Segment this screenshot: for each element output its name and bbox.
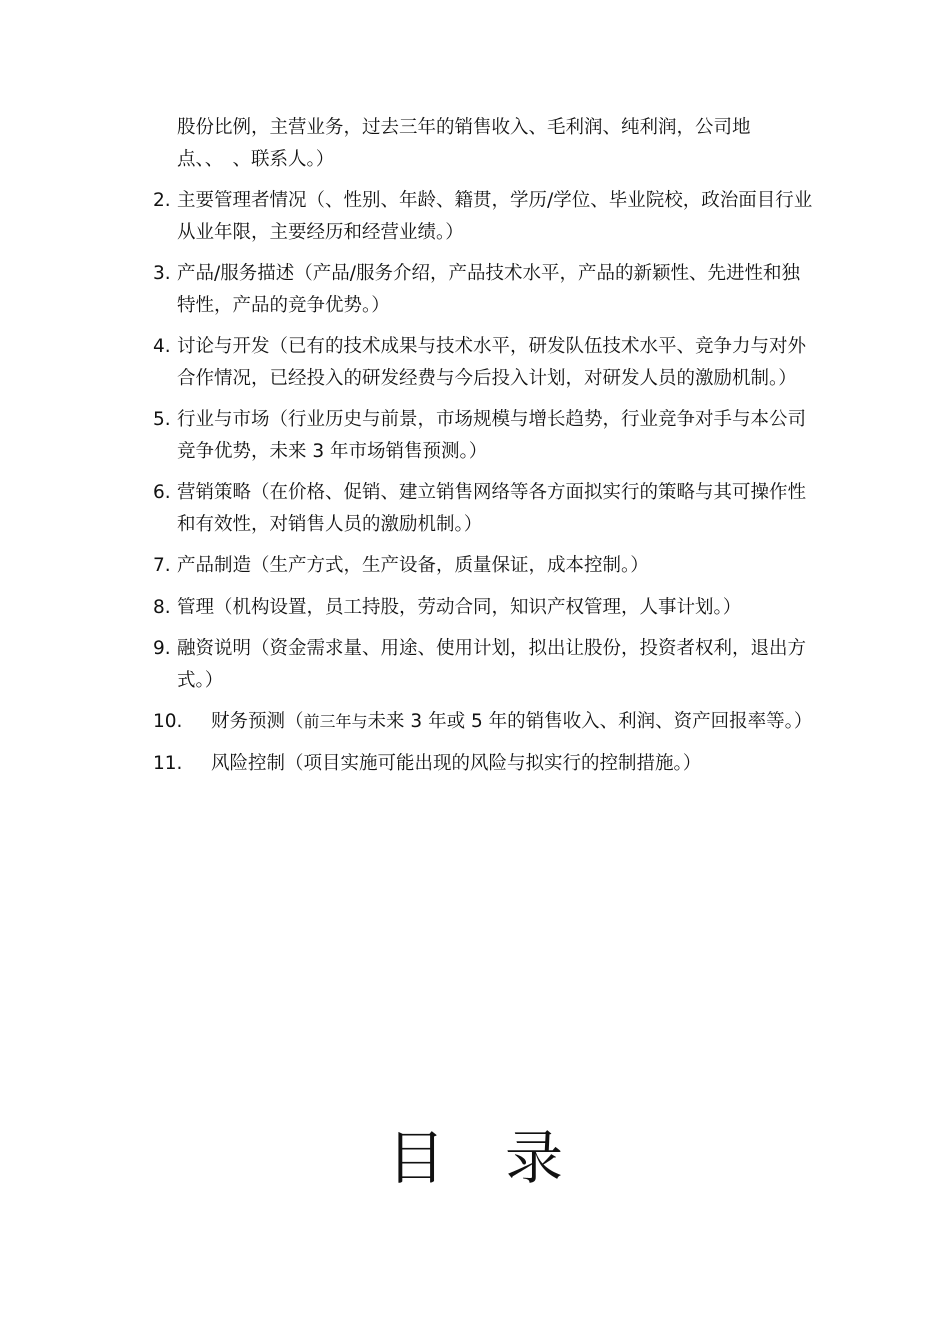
table-of-contents-heading: 目录 <box>386 1124 623 1192</box>
list-item-number: 5. <box>153 409 171 430</box>
list-item-11 <box>153 748 813 780</box>
list-item-text: 主要管理者情况（、性别、年龄、籍贯，学历/学位、毕业院校，政治面目行业从业年限，主要经历和经营业绩。） <box>177 190 813 243</box>
list-item-continuation <box>153 112 813 175</box>
list-item-text: 融资说明（资金需求量、用途、使用计划，拟出让股份，投资者权利，退出方式。） <box>177 638 807 691</box>
list-item-text-lead: 财务预测（ <box>211 711 304 732</box>
list-item-text: 行业与市场（行业历史与前景，市场规模与增长趋势，行业竞争对手与本公司竞争优势，未来 3 年市场销售预测。） <box>177 409 807 462</box>
plan-outline-list <box>153 112 813 789</box>
list-item-number: 4. <box>153 336 171 357</box>
list-item-number: 10. <box>153 711 183 732</box>
list-item-number: 2. <box>153 190 171 211</box>
list-item-text: 股份比例，主营业务，过去三年的销售收入、毛利润、纯利润，公司地点、、 、联系人。） <box>177 117 751 170</box>
list-item-text: 产品/服务描述（产品/服务介绍，产品技术水平，产品的新颖性、先进性和独特性，产品的竞争优势。） <box>177 263 800 316</box>
list-item-6 <box>153 477 813 540</box>
list-item-text <box>177 711 812 732</box>
list-item-text: 管理（机构设置，员工持股，劳动合同，知识产权管理，人事计划。） <box>177 596 742 618</box>
list-item-2 <box>153 185 813 248</box>
list-item-9 <box>153 633 813 696</box>
list-item-8 <box>153 592 813 624</box>
list-item-7 <box>153 550 813 582</box>
list-item-number: 7. <box>153 555 171 576</box>
list-item-number: 11. <box>153 752 183 774</box>
list-item-3 <box>153 258 813 321</box>
list-item-5 <box>153 404 813 467</box>
list-item-text-rest: 未来 3 年或 5 年的销售收入、利润、资产回报率等。） <box>367 711 813 732</box>
list-item-text: 产品制造（生产方式，生产设备，质量保证，成本控制。） <box>177 555 649 576</box>
list-item-number: 3. <box>153 263 171 284</box>
list-item-4 <box>153 331 813 394</box>
list-item-text: 讨论与开发（已有的技术成果与技术水平，研发队伍技术水平、竞争力与对外合作情况，已经投入的研发经费与今后投入计划，对研发人员的激励机制。） <box>177 336 807 389</box>
list-item-10 <box>153 706 813 738</box>
list-item-number: 9. <box>153 638 171 659</box>
list-item-text: 风险控制（项目实施可能出现的风险与拟实行的控制措施。） <box>211 752 702 774</box>
list-item-number: 6. <box>153 482 171 503</box>
list-item-number: 8. <box>153 596 171 618</box>
list-item-text: 营销策略（在价格、促销、建立销售网络等各方面拟实行的策略与其可操作性和有效性，对销售人员的激励机制。） <box>177 482 807 535</box>
list-item-text-small: 前三年与 <box>303 712 368 731</box>
